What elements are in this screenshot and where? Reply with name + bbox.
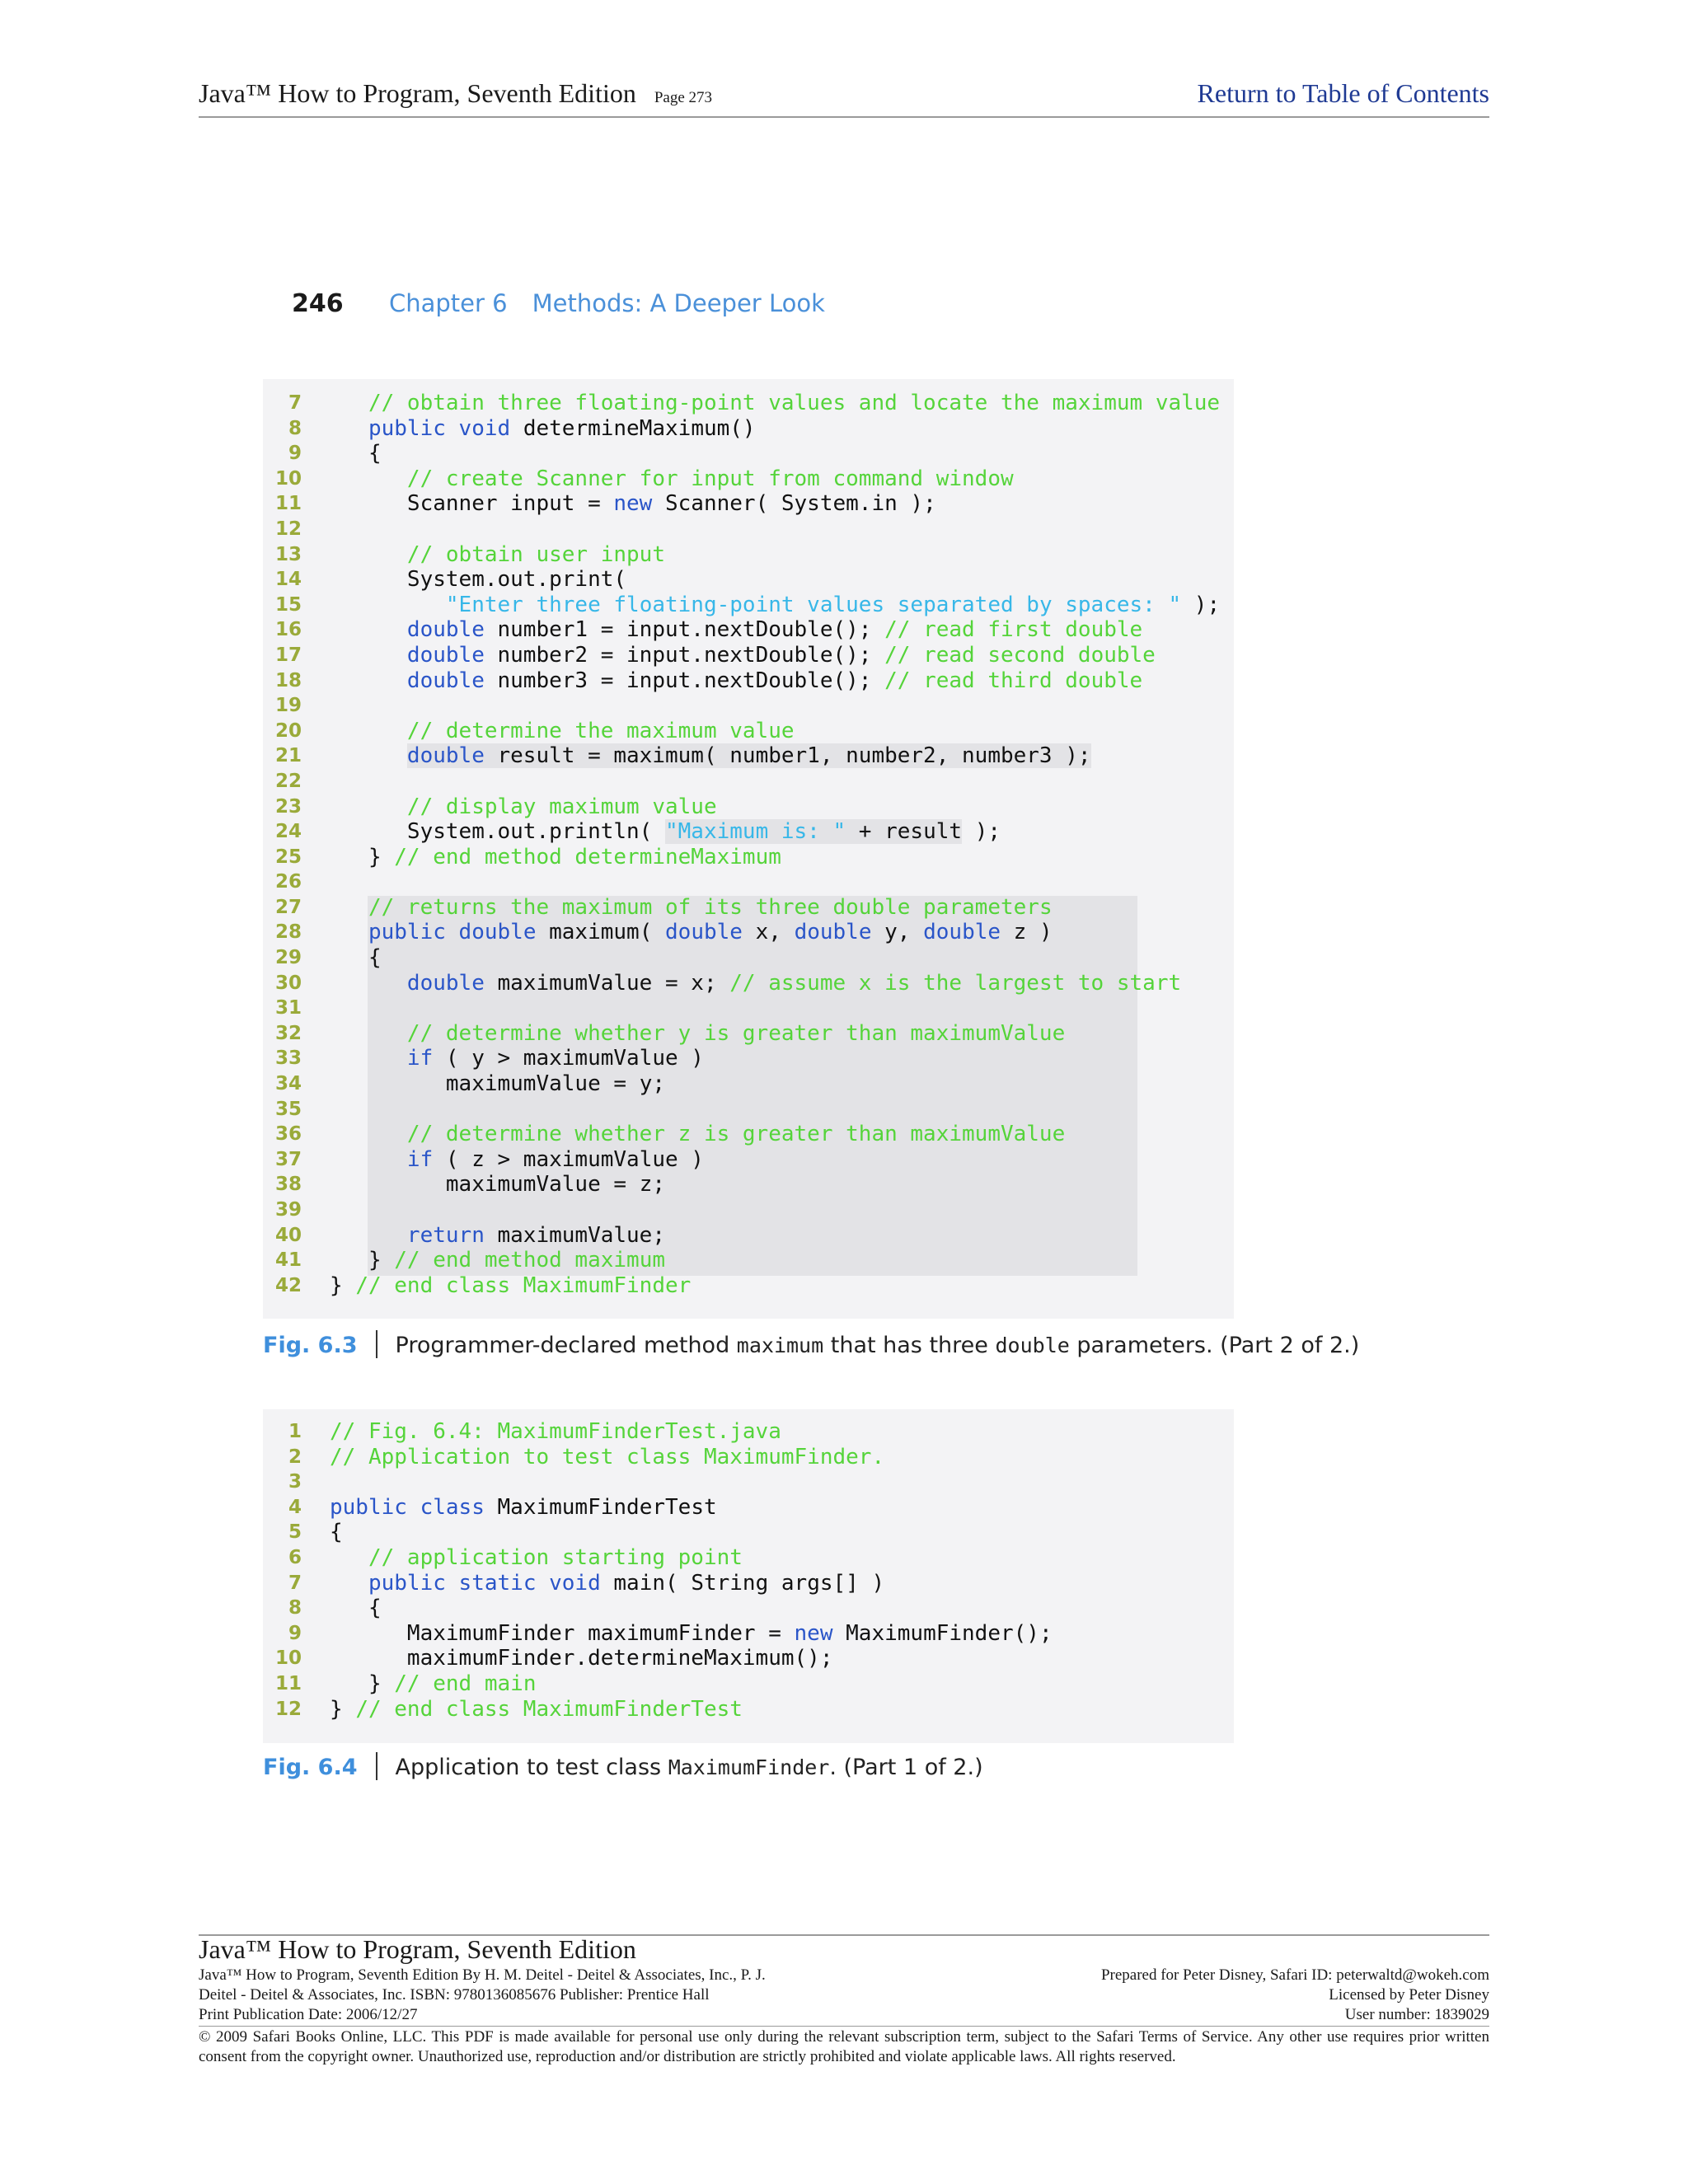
code-line (330, 1545, 1053, 1571)
code-line (330, 794, 1220, 820)
code-token: MaximumFinderTest (484, 1494, 717, 1520)
line-number: 24 (274, 821, 302, 843)
line-number: 22 (274, 770, 302, 792)
footer-book-title: Java™ How to Program, Seventh Edition (199, 1934, 636, 1964)
code-token: } (330, 1696, 356, 1722)
line-number: 7 (288, 392, 302, 414)
code-line (330, 466, 1220, 492)
code-line (330, 1697, 1053, 1722)
code-token: // display maximum value (406, 794, 717, 819)
code-token: determineMaximum() (510, 415, 756, 441)
code-indent (330, 391, 368, 415)
code-line (330, 542, 1220, 568)
code-token: MaximumFinder(); (832, 1620, 1053, 1646)
code-token: System.out.print( (406, 567, 627, 593)
chapter-label: Chapter 6 (389, 289, 508, 317)
code-indent (330, 819, 407, 844)
code-token: ); (1181, 592, 1221, 617)
code-token: result = maximum( number1, number2, number3 ); (484, 743, 1091, 769)
code-lines-2 (330, 1419, 1053, 1722)
code-line (330, 1419, 1053, 1445)
line-number: 2 (288, 1446, 302, 1468)
code-token: y, (871, 920, 924, 945)
code-token: // end class MaximumFinder (355, 1272, 692, 1298)
code-token: double (794, 920, 872, 945)
code-line (330, 1596, 1053, 1621)
line-number: 39 (274, 1199, 302, 1221)
code-token: { (368, 945, 382, 971)
code-token: ( z > maximumValue ) (433, 1146, 704, 1172)
code-indent (330, 668, 407, 693)
code-token: // end class MaximumFinderTest (355, 1696, 743, 1722)
code-line (330, 719, 1220, 744)
code-line (330, 1520, 1053, 1545)
code-token: // read third double (884, 668, 1143, 693)
code-token: double (665, 920, 743, 945)
code-token: class (420, 1494, 485, 1520)
code-token: // application starting point (368, 1544, 743, 1570)
code-line (330, 1248, 1220, 1273)
code-token: public (368, 415, 446, 441)
caption-text: Application to test class (395, 1755, 668, 1780)
code-token: static (458, 1570, 537, 1596)
code-token: // determine whether y is greater than maximumValue (406, 1020, 1066, 1046)
line-number: 27 (274, 896, 302, 918)
line-number: 9 (288, 1622, 302, 1644)
code-line (330, 869, 1220, 895)
line-numbers-1 (252, 391, 302, 1298)
code-indent (330, 845, 368, 869)
chapter-title: Methods: A Deeper Look (532, 289, 825, 317)
line-number: 7 (288, 1572, 302, 1594)
code-token: public (368, 920, 446, 945)
footer-line-right: User number: 1839029 (1344, 2006, 1489, 2023)
code-line (330, 1071, 1220, 1097)
line-number: 21 (274, 745, 302, 767)
code-line (330, 1122, 1220, 1147)
code-token: { (368, 441, 382, 466)
code-token: // end method determineMaximum (394, 844, 781, 869)
code-indent (330, 567, 407, 592)
code-token: maximum( (536, 920, 666, 945)
code-line (330, 593, 1220, 618)
line-number: 12 (274, 518, 302, 540)
code-token: // Application to test class MaximumFinder. (330, 1444, 885, 1469)
code-token: double (406, 970, 485, 996)
code-indent (330, 1172, 446, 1197)
code-lines-1 (330, 391, 1220, 1298)
code-token: // determine the maximum value (406, 718, 795, 743)
code-indent (330, 794, 407, 819)
code-indent (330, 1122, 407, 1146)
code-token: } (368, 844, 395, 869)
caption-separator (376, 1752, 377, 1780)
footer-line-right: Licensed by Peter Disney (1329, 1986, 1489, 2004)
code-token: double (406, 668, 485, 693)
code-token (446, 416, 459, 441)
caption-code: maximum (736, 1333, 824, 1357)
code-line (330, 1469, 1053, 1495)
code-indent (330, 895, 368, 920)
line-number: 31 (274, 997, 302, 1019)
code-indent (330, 593, 446, 617)
code-line (330, 693, 1220, 719)
caption-text: . (Part 1 of 2.) (829, 1755, 983, 1780)
figure-caption-6-4 (263, 1752, 983, 1780)
code-line (330, 895, 1220, 921)
code-indent (330, 1223, 407, 1248)
line-number: 26 (274, 871, 302, 893)
code-line (330, 920, 1220, 945)
code-line (330, 1621, 1053, 1647)
code-line (330, 819, 1220, 845)
line-number: 20 (274, 719, 302, 742)
toc-link[interactable]: Return to Table of Contents (1197, 78, 1489, 108)
code-line (330, 1445, 1053, 1470)
code-line (330, 643, 1220, 668)
line-number: 8 (288, 417, 302, 439)
code-token: double (406, 743, 485, 769)
code-line (330, 391, 1220, 416)
code-line (330, 971, 1220, 996)
code-indent (330, 416, 368, 441)
code-indent (330, 1248, 368, 1272)
code-indent (330, 743, 407, 768)
line-number: 35 (274, 1098, 302, 1120)
line-number: 25 (274, 846, 302, 868)
code-token: MaximumFinder maximumFinder = (406, 1620, 795, 1646)
code-line (330, 1097, 1220, 1122)
code-token: double (406, 642, 485, 668)
header-book-title (199, 78, 712, 109)
code-line (330, 1172, 1220, 1197)
code-line (330, 668, 1220, 694)
code-token: z ) (1001, 920, 1053, 945)
code-token: // Fig. 6.4: MaximumFinderTest.java (330, 1419, 781, 1444)
caption-fig-label: Fig. 6.3 (263, 1333, 358, 1358)
line-number: 34 (274, 1073, 302, 1095)
caption-text: Programmer-declared method (395, 1333, 737, 1358)
code-token: } (368, 1671, 395, 1696)
code-token: void (458, 415, 511, 441)
book-page-number: 246 (292, 289, 344, 318)
footer-rule-2 (199, 2026, 1489, 2027)
caption-text: that has three (823, 1333, 996, 1358)
code-token: // create Scanner for input from command window (406, 466, 1014, 491)
code-token: // returns the maximum of its three double parameters (368, 894, 1053, 920)
code-indent (330, 1046, 407, 1071)
code-token: maximumValue; (484, 1222, 665, 1248)
code-token: double (458, 920, 537, 945)
code-token: new (794, 1620, 833, 1646)
code-line (330, 769, 1220, 794)
footer-line-left: Print Publication Date: 2006/12/27 (199, 2006, 418, 2023)
code-line (330, 617, 1220, 643)
code-line (330, 1021, 1220, 1047)
code-indent (330, 719, 407, 743)
code-line (330, 1671, 1053, 1697)
line-number: 36 (274, 1123, 302, 1146)
code-indent (330, 1646, 407, 1671)
code-token: ( y > maximumValue ) (433, 1046, 704, 1071)
line-number: 10 (274, 467, 302, 490)
line-number: 33 (274, 1047, 302, 1070)
figure-caption-6-3 (263, 1330, 1359, 1358)
line-numbers-2 (252, 1419, 302, 1722)
line-number: 41 (274, 1249, 302, 1272)
code-line (330, 1046, 1220, 1071)
code-indent (330, 920, 368, 944)
line-number: 11 (274, 493, 302, 515)
code-token: return (406, 1222, 485, 1248)
code-token: // determine whether z is greater than maximumValue (406, 1122, 1066, 1147)
code-token: Scanner( System.in ); (652, 491, 936, 517)
code-token: new (613, 491, 653, 517)
line-number: 10 (274, 1647, 302, 1670)
line-number: 38 (274, 1174, 302, 1196)
code-indent (330, 971, 407, 996)
code-token (446, 920, 459, 944)
code-line (330, 491, 1220, 517)
line-number: 37 (274, 1148, 302, 1170)
line-number: 17 (274, 644, 302, 666)
code-token: number2 = input.nextDouble(); (484, 642, 885, 668)
line-number: 15 (274, 593, 302, 616)
code-indent (330, 441, 368, 466)
code-token: maximumValue = z; (445, 1172, 665, 1197)
code-token: double (406, 617, 485, 643)
code-line (330, 945, 1220, 971)
code-indent (330, 1545, 368, 1570)
line-number: 32 (274, 1022, 302, 1044)
code-indent (330, 542, 407, 567)
code-line (330, 441, 1220, 466)
header-rule (199, 116, 1489, 118)
code-token: if (406, 1046, 434, 1071)
line-number: 3 (288, 1471, 302, 1493)
code-line (330, 1223, 1220, 1249)
footer-line-left: Deitel - Deitel & Associates, Inc. ISBN: 9780136085676 Publisher: Prentice Hall (199, 1986, 710, 2004)
line-number: 42 (274, 1274, 302, 1296)
code-token (446, 1571, 459, 1596)
code-indent (330, 466, 407, 491)
code-token: Scanner input = (406, 491, 614, 517)
code-line (330, 1147, 1220, 1173)
code-indent (330, 1021, 407, 1046)
code-token: } (368, 1248, 395, 1273)
code-line (330, 416, 1220, 442)
code-indent (330, 643, 407, 668)
code-token: if (406, 1146, 434, 1172)
line-number: 1 (288, 1421, 302, 1442)
code-token: // end main (394, 1671, 537, 1696)
code-token: number1 = input.nextDouble(); (484, 617, 885, 643)
code-line (330, 567, 1220, 593)
code-token: "Maximum is: " (665, 819, 846, 845)
line-number: 13 (274, 543, 302, 565)
code-line (330, 1273, 1220, 1299)
code-indent (330, 1671, 368, 1696)
code-token: // obtain user input (406, 541, 665, 567)
line-number: 40 (274, 1224, 302, 1246)
code-token: { (330, 1520, 343, 1545)
line-number: 5 (288, 1521, 302, 1544)
line-number: 30 (274, 972, 302, 994)
line-number: 6 (288, 1546, 302, 1568)
code-token: maximumValue = y; (445, 1071, 665, 1097)
line-number: 11 (274, 1672, 302, 1694)
code-token: // read first double (884, 617, 1143, 643)
caption-code: MaximumFinder (668, 1755, 830, 1779)
code-token: main( String args[] ) (600, 1570, 885, 1596)
code-token: + result (846, 819, 963, 845)
code-line (330, 1646, 1053, 1671)
code-token: // obtain three floating-point values and locate the maximum value (368, 391, 1221, 415)
line-number: 14 (274, 569, 302, 591)
code-token: maximumValue = x; (484, 970, 730, 996)
code-token: // end method maximum (394, 1248, 666, 1273)
code-token (536, 1571, 549, 1596)
book-chapter-heading (389, 289, 825, 317)
code-token: ); (962, 819, 1001, 845)
code-token: // read second double (884, 642, 1156, 668)
code-indent (330, 1621, 407, 1646)
code-indent (330, 1147, 407, 1172)
code-token: void (549, 1570, 601, 1596)
footer-line-right: Prepared for Peter Disney, Safari ID: peterwaltd@wokeh.com (1100, 1966, 1489, 1984)
line-number: 23 (274, 795, 302, 818)
header-title-text: Java™ How to Program, Seventh Edition (199, 78, 636, 108)
code-token: maximumFinder.determineMaximum(); (406, 1646, 833, 1671)
code-line (330, 996, 1220, 1021)
code-token: public (368, 1570, 446, 1596)
line-number: 16 (274, 619, 302, 641)
footer-copyright: © 2009 Safari Books Online, LLC. This PDF is made available for personal use only during the relevant subscription term, subject to the Safari Terms of Service. Any other use requires prior written consent from the copyright owner. Unauthorized use, reproduction and/or distribution are strictly prohibited and violate applicable laws. All rights reserved. (199, 2028, 1489, 2065)
code-indent (330, 617, 407, 642)
code-indent (330, 1596, 368, 1620)
code-indent (330, 945, 368, 970)
code-indent (330, 491, 407, 516)
code-line (330, 517, 1220, 542)
code-line (330, 1197, 1220, 1223)
line-number: 18 (274, 669, 302, 691)
line-number: 8 (288, 1597, 302, 1619)
code-token: { (368, 1596, 382, 1621)
line-number: 4 (288, 1496, 302, 1518)
code-token: System.out.println( (406, 819, 665, 845)
code-token (407, 1495, 420, 1520)
code-indent (330, 1071, 446, 1096)
code-token: x, (742, 920, 795, 945)
code-token: number3 = input.nextDouble(); (484, 668, 885, 693)
caption-separator (376, 1330, 377, 1358)
code-line (330, 845, 1220, 870)
line-number: 28 (274, 921, 302, 944)
caption-code: double (995, 1333, 1070, 1357)
caption-text: parameters. (Part 2 of 2.) (1069, 1333, 1360, 1358)
code-line (330, 1495, 1053, 1521)
line-number: 19 (274, 695, 302, 717)
caption-fig-label: Fig. 6.4 (263, 1755, 358, 1780)
line-number: 9 (288, 443, 302, 465)
header-page-label: Page 273 (654, 89, 713, 106)
code-token: // assume x is the largest to start (729, 970, 1182, 996)
code-token: public (330, 1494, 407, 1520)
code-line (330, 743, 1220, 769)
code-token: } (330, 1272, 356, 1298)
footer-line-left: Java™ How to Program, Seventh Edition By H. M. Deitel - Deitel & Associates, Inc., P. J. (199, 1966, 766, 1984)
code-indent (330, 1571, 368, 1596)
code-token: double (923, 920, 1001, 945)
code-token: "Enter three floating-point values separated by spaces: " (445, 592, 1182, 617)
code-line (330, 1571, 1053, 1596)
line-number: 12 (274, 1698, 302, 1720)
line-number: 29 (274, 947, 302, 969)
